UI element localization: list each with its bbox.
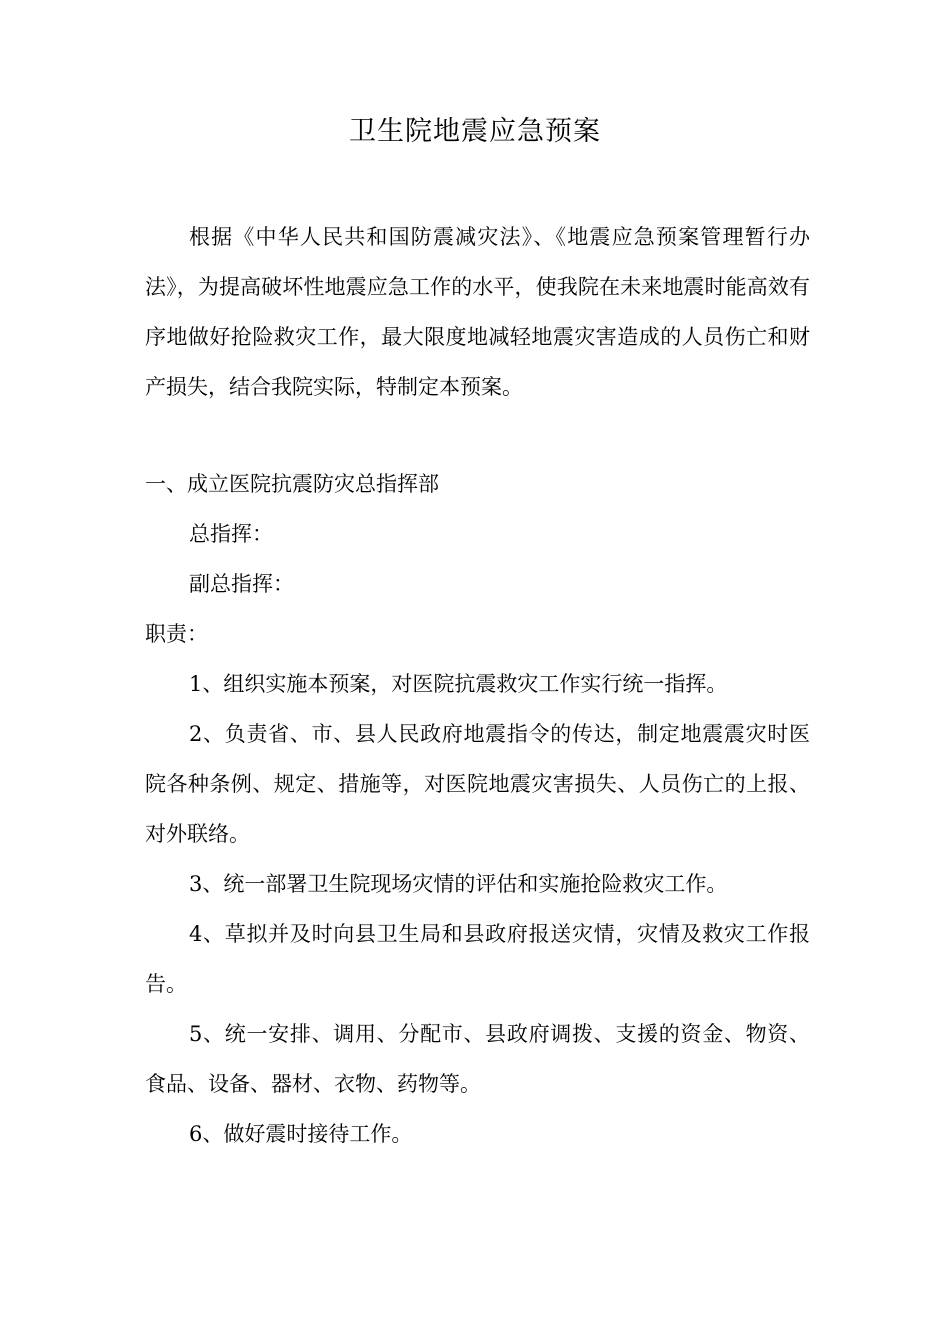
- duty-item: 3、统一部署卫生院现场灾情的评估和实施抢险救灾工作。: [189, 872, 728, 896]
- duties-label: 职责：: [145, 622, 208, 646]
- duty-item: 2、负责省、市、县人民政府地震指令的传达，制定地震震灾时医院各种条例、规定、措施等，对医院地震灾害损失、人员伤亡的上报、对外联络。: [145, 722, 810, 846]
- duty-item: 6、做好震时接待工作。: [189, 1122, 413, 1146]
- duty-item: 1、组织实施本预案，对医院抗震救灾工作实行统一指挥。: [189, 672, 728, 696]
- commander-label: 总指挥：: [189, 522, 273, 546]
- section-heading: 一、成立医院抗震防灾总指挥部: [145, 472, 439, 496]
- duty-item: 5、统一安排、调用、分配市、县政府调拨、支援的资金、物资、食品、设备、器材、衣物、药物等。: [145, 1022, 810, 1096]
- document-title: 卫生院地震应急预案: [349, 116, 601, 147]
- duty-item: 4、草拟并及时向县卫生局和县政府报送灾情，灾情及救灾工作报告。: [145, 922, 810, 996]
- intro-paragraph: 根据《中华人民共和国防震减灾法》、《地震应急预案管理暂行办法》，为提高破坏性地震应急工作的水平，使我院在未来地震时能高效有序地做好抢险救灾工作，最大限度地减轻地震灾害造成的人员伤亡和财产损失，结合我院实际，特制定本预案。: [145, 225, 810, 399]
- deputy-commander-label: 副总指挥：: [189, 572, 294, 596]
- duties-list: [145, 659, 810, 1159]
